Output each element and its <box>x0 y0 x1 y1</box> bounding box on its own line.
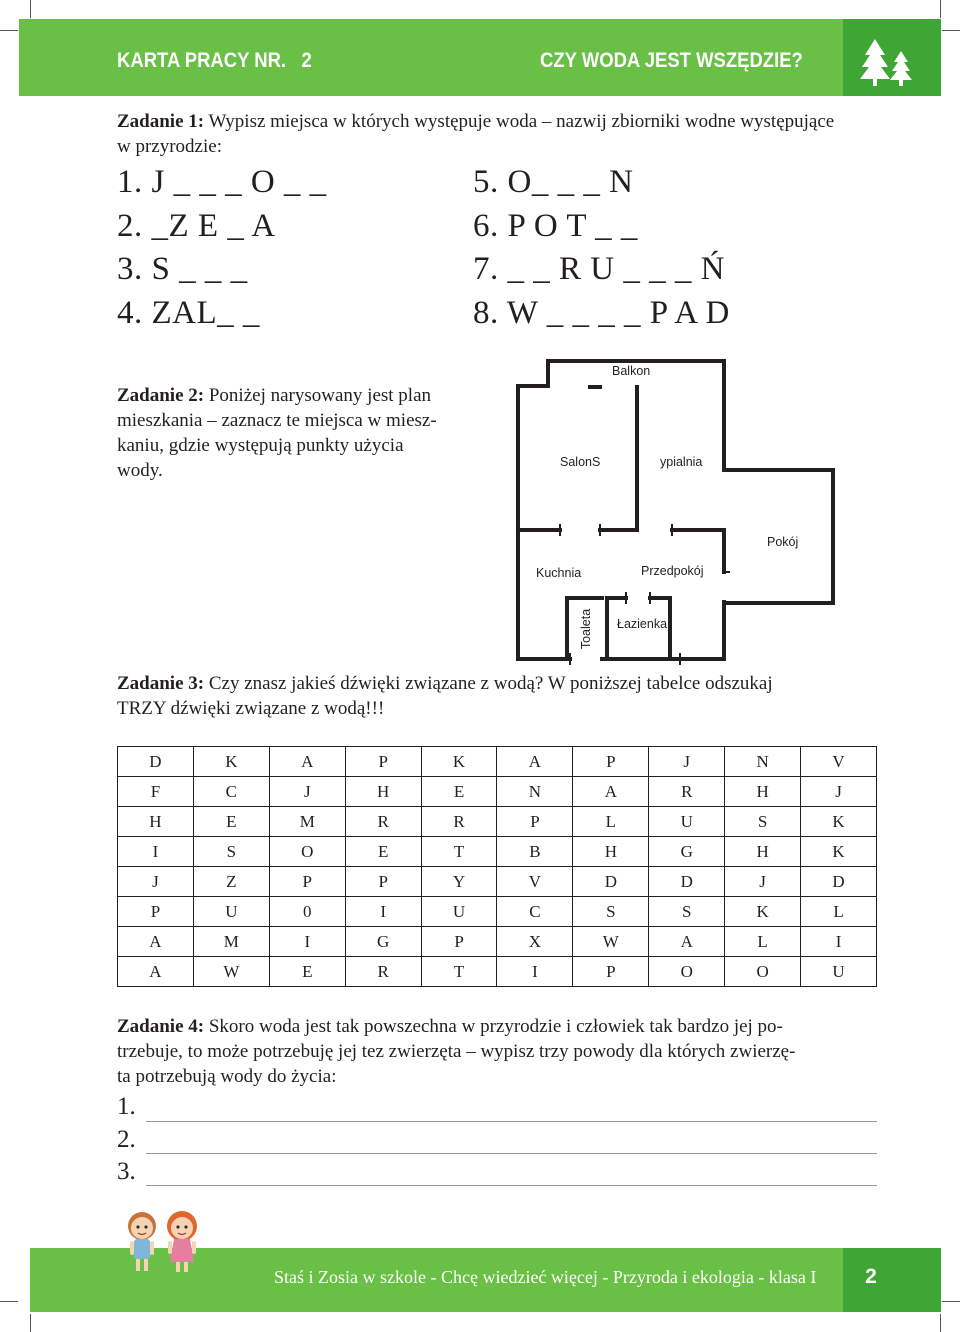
grid-cell[interactable]: E <box>421 777 497 807</box>
grid-cell[interactable]: J <box>269 777 345 807</box>
grid-cell[interactable]: H <box>345 777 421 807</box>
task4-label: Zadanie 4: <box>117 1016 205 1037</box>
grid-cell[interactable]: C <box>497 897 573 927</box>
room-label-hall: Przedpokój <box>641 564 704 578</box>
grid-cell[interactable]: R <box>345 807 421 837</box>
grid-row <box>118 927 877 957</box>
word-search-grid <box>117 746 877 987</box>
grid-cell[interactable]: W <box>193 957 269 987</box>
grid-cell[interactable]: U <box>649 807 725 837</box>
room-label-living: SalonS <box>560 455 601 469</box>
task4-line3: ta potrzebują wody do życia: <box>117 1066 337 1087</box>
grid-cell[interactable]: V <box>497 867 573 897</box>
grid-cell[interactable]: H <box>725 777 801 807</box>
puzzle-item-5: 5. O_ _ _ N <box>473 164 634 200</box>
kids-illustration-icon <box>120 1206 206 1278</box>
grid-cell[interactable]: D <box>801 867 877 897</box>
puzzle-item-4: 4. ZAL_ _ <box>117 295 260 331</box>
task3-line2: TRZY dźwięki związane z wodą!!! <box>117 698 385 719</box>
task3-instructions <box>117 671 897 721</box>
task2-label: Zadanie 2: <box>117 385 205 406</box>
grid-cell[interactable]: F <box>118 777 194 807</box>
answer-line-1[interactable] <box>146 1121 877 1122</box>
grid-cell[interactable]: V <box>801 747 877 777</box>
grid-cell[interactable]: Y <box>421 867 497 897</box>
grid-cell[interactable]: K <box>193 747 269 777</box>
grid-cell[interactable]: A <box>118 957 194 987</box>
grid-cell[interactable]: J <box>725 867 801 897</box>
grid-cell[interactable]: A <box>269 747 345 777</box>
grid-cell[interactable]: K <box>725 897 801 927</box>
grid-row <box>118 867 877 897</box>
grid-cell[interactable]: L <box>573 807 649 837</box>
grid-row <box>118 807 877 837</box>
grid-cell[interactable]: W <box>573 927 649 957</box>
page-number: 2 <box>865 1265 877 1288</box>
grid-cell[interactable]: P <box>345 747 421 777</box>
grid-cell[interactable]: S <box>725 807 801 837</box>
task2-line3: kaniu, gdzie występują punkty użycia <box>117 435 404 456</box>
grid-cell[interactable]: A <box>573 777 649 807</box>
grid-cell[interactable]: G <box>345 927 421 957</box>
grid-cell[interactable]: M <box>269 807 345 837</box>
grid-cell[interactable]: K <box>801 837 877 867</box>
task1-text: Wypisz miejsca w których występuje woda – nazwij zbiorniki wodne występujące w przyrodzie: <box>117 111 835 157</box>
grid-cell[interactable]: J <box>649 747 725 777</box>
grid-cell[interactable]: G <box>649 837 725 867</box>
grid-cell[interactable]: D <box>118 747 194 777</box>
answer-line-2[interactable] <box>146 1153 877 1154</box>
crop-mark <box>940 1314 941 1332</box>
grid-row <box>118 897 877 927</box>
grid-cell[interactable]: K <box>421 747 497 777</box>
task1-label: Zadanie 1: <box>117 111 205 132</box>
grid-cell[interactable]: E <box>269 957 345 987</box>
grid-cell[interactable]: P <box>118 897 194 927</box>
task2-line4: wody. <box>117 460 163 481</box>
footer-badge <box>843 1248 941 1312</box>
grid-row <box>118 837 877 867</box>
grid-cell[interactable]: O <box>649 957 725 987</box>
grid-cell[interactable]: O <box>269 837 345 867</box>
grid-cell[interactable]: T <box>421 957 497 987</box>
room-label-kitchen: Kuchnia <box>536 566 582 580</box>
puzzle-item-7: 7. _ _ R U _ _ _ Ń <box>473 251 725 287</box>
grid-cell[interactable]: Z <box>193 867 269 897</box>
grid-row <box>118 777 877 807</box>
grid-cell[interactable]: S <box>193 837 269 867</box>
grid-cell[interactable]: P <box>573 957 649 987</box>
grid-cell[interactable]: P <box>269 867 345 897</box>
crop-mark <box>942 1301 960 1302</box>
answer-number-3: 3. <box>117 1158 136 1185</box>
grid-cell[interactable]: A <box>497 747 573 777</box>
grid-cell[interactable]: U <box>193 897 269 927</box>
crop-mark <box>0 1301 18 1302</box>
grid-cell[interactable]: I <box>345 897 421 927</box>
grid-cell[interactable]: I <box>269 927 345 957</box>
grid-cell[interactable]: J <box>118 867 194 897</box>
grid-cell[interactable]: H <box>725 837 801 867</box>
worksheet-title: KARTA PRACY NR. 2 <box>117 49 312 72</box>
room-label-bedroom: ypialnia <box>660 455 703 469</box>
puzzle-item-8: 8. W _ _ _ _ P A D <box>473 295 730 331</box>
grid-cell[interactable]: I <box>497 957 573 987</box>
grid-cell[interactable]: D <box>573 867 649 897</box>
grid-cell[interactable]: S <box>573 897 649 927</box>
grid-cell[interactable]: L <box>801 897 877 927</box>
answer-number-2: 2. <box>117 1126 136 1153</box>
room-label-bathroom: Łazienka <box>617 617 668 631</box>
grid-cell[interactable]: N <box>725 747 801 777</box>
room-label-room: Pokój <box>767 535 799 549</box>
task4-instructions <box>117 1014 897 1089</box>
task3-line1: Czy znasz jakieś dźwięki związane z wodą? W poniższej tabelce odszukaj <box>204 673 773 694</box>
grid-cell[interactable]: P <box>573 747 649 777</box>
task2-line2: mieszkania – zaznacz te miejsca w miesz- <box>117 410 437 431</box>
footer-series-title: Staś i Zosia w szkole - Chcę wiedzieć więcej - Przyroda i ekologia - klasa I <box>274 1267 817 1287</box>
grid-cell[interactable]: X <box>497 927 573 957</box>
grid-cell[interactable]: P <box>345 867 421 897</box>
grid-row <box>118 957 877 987</box>
grid-cell[interactable]: O <box>725 957 801 987</box>
grid-cell[interactable]: H <box>118 807 194 837</box>
task2-line1: Poniżej narysowany jest plan <box>204 385 432 406</box>
grid-cell[interactable]: P <box>497 807 573 837</box>
puzzle-item-3: 3. S _ _ _ <box>117 251 248 287</box>
grid-cell[interactable]: R <box>421 807 497 837</box>
grid-cell[interactable]: A <box>649 927 725 957</box>
grid-cell[interactable]: R <box>649 777 725 807</box>
puzzle-item-6: 6. P O T _ _ <box>473 208 638 244</box>
puzzle-item-1: 1. J _ _ _ O _ _ <box>117 164 327 200</box>
answer-number-1: 1. <box>117 1093 136 1120</box>
grid-row <box>118 747 877 777</box>
task3-label: Zadanie 3: <box>117 673 205 694</box>
answer-line-3[interactable] <box>146 1185 877 1186</box>
grid-cell[interactable]: I <box>118 837 194 867</box>
task4-line1: Skoro woda jest tak powszechna w przyrodzie i człowiek tak bardzo jej po- <box>204 1016 783 1037</box>
grid-cell[interactable]: M <box>193 927 269 957</box>
task4-line2: trzebuje, to może potrzebuję jej tez zwierzęta – wypisz trzy powody dla których zwierzę- <box>117 1041 796 1062</box>
grid-cell[interactable]: B <box>497 837 573 867</box>
grid-cell[interactable]: R <box>345 957 421 987</box>
grid-cell[interactable]: E <box>345 837 421 867</box>
crop-mark <box>30 1314 31 1332</box>
grid-cell[interactable]: H <box>573 837 649 867</box>
grid-cell[interactable]: L <box>725 927 801 957</box>
room-label-toilet: Toaleta <box>579 608 594 650</box>
grid-cell[interactable]: T <box>421 837 497 867</box>
grid-cell[interactable]: P <box>421 927 497 957</box>
room-label-balcony: Balkon <box>612 364 651 378</box>
grid-cell[interactable]: D <box>649 867 725 897</box>
grid-cell[interactable]: A <box>118 927 194 957</box>
worksheet-subject: CZY WODA JEST WSZĘDZIE? <box>540 49 803 72</box>
puzzle-item-2: 2. _Z E _ A <box>117 208 276 244</box>
grid-cell[interactable]: 0 <box>269 897 345 927</box>
grid-cell[interactable]: K <box>801 807 877 837</box>
grid-cell[interactable]: U <box>421 897 497 927</box>
grid-cell[interactable]: S <box>649 897 725 927</box>
grid-cell[interactable]: E <box>193 807 269 837</box>
grid-cell[interactable]: I <box>801 927 877 957</box>
grid-cell[interactable]: C <box>193 777 269 807</box>
grid-cell[interactable]: J <box>801 777 877 807</box>
grid-cell[interactable]: U <box>801 957 877 987</box>
grid-cell[interactable]: N <box>497 777 573 807</box>
